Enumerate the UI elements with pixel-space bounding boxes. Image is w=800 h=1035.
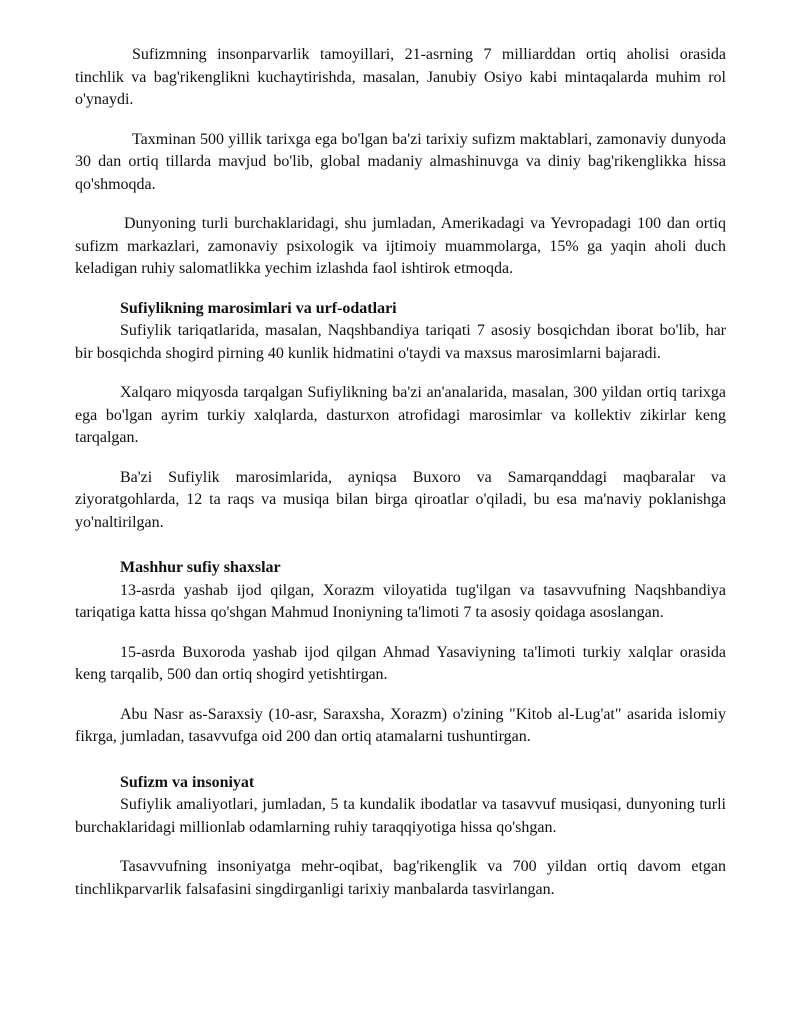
section	[75, 557, 726, 749]
section-heading: Mashhur sufiy shaxslar	[120, 559, 281, 576]
section-heading: Sufizm va insoniyat	[120, 773, 255, 791]
section-heading: Sufiylikning marosimlari va urf-odatlari	[120, 299, 397, 317]
paragraph: Xalqaro miqyosda tarqalgan Sufiylikning ba'zi an'analarida, masalan, 300 yildan ortiq tarixga ega bo'lgan ayrim turkiy xalqlarda, dasturxon atrofidagi marosimlar va kollektiv zikirlar keng tarqalgan.	[75, 384, 726, 446]
section	[75, 772, 726, 902]
paragraph: Taxminan 500 yillik tarixga ega bo'lgan ba'zi tarixiy sufizm maktablari, zamonaviy dunyoda 30 dan ortiq tillarda mavjud bo'lib, global madaniy almashinuvga va diniy bag'rikenglikka hissa qo'shmoqda.	[75, 130, 726, 193]
paragraph: Dunyoning turli burchaklaridagi, shu jumladan, Amerikadagi va Yevropadagi 100 dan ortiq sufizm markazlari, zamonaviy psixologik va ijtimoiy muammolarga, 15% ga yaqin aholi duch keladigan ruhiy salomatlikka yechim izlashda faol ishtirok etmoqda.	[75, 215, 726, 277]
paragraph: Ba'zi Sufiylik marosimlarida, ayniqsa Buxoro va Samarqanddagi maqbaralar va ziyoratgohlarda, 12 ta raqs va musiqa bilan birga qiroatlar o'qiladi, bu esa ma'naviy poklanishga yo'naltirilgan.	[75, 468, 726, 531]
paragraph: Sufizmning insonparvarlik tamoyillari, 21-asrning 7 milliarddan ortiq aholisi orasida tinchlik va bag'rikenglikni kuchaytirishda, masalan, Janubiy Osiyo kabi mintaqalarda muhim rol o'ynaydi.	[75, 46, 726, 108]
paragraph: Abu Nasr as-Saraxsiy (10-asr, Saraxsha, Xorazm) o'zining "Kitob al-Lug'at" asarida islomiy fikrga, jumladan, tasavvufga oid 200 dan ortiq atamalarni tushuntirgan.	[75, 705, 726, 745]
paragraph: Sufiylik tariqatlarida, masalan, Naqshbandiya tariqati 7 asosiy bosqichdan iborat bo'lib, har bir bosqichda shogird pirning 40 kunlik hidmatini o'taydi va maxsus marosimlarni bajaradi.	[75, 322, 726, 362]
section	[75, 298, 726, 535]
document-page	[75, 44, 726, 901]
paragraph: Tasavvufning insoniyatga mehr-oqibat, bag'rikenglik va 700 yildan ortiq davom etgan tinchlikparvarlik falsafasini singdirganligi tarixiy manbalarda tasvirlangan.	[75, 858, 726, 898]
paragraph: 15-asrda Buxoroda yashab ijod qilgan Ahmad Yasaviyning ta'limoti turkiy xalqlar orasida keng tarqalib, 500 dan ortiq shogird yetishtirgan.	[75, 643, 726, 683]
paragraph: 13-asrda yashab ijod qilgan, Xorazm viloyatida tug'ilgan va tasavvufning Naqshbandiya tariqatiga katta hissa qo'shgan Mahmud Inoniyning ta'limoti 7 ta asosiy qoidaga asoslangan.	[75, 581, 726, 621]
paragraph: Sufiylik amaliyotlari, jumladan, 5 ta kundalik ibodatlar va tasavvuf musiqasi, dunyoning turli burchaklaridagi millionlab odamlarning ruhiy taraqqiyotiga hissa qo'shgan.	[75, 796, 726, 836]
